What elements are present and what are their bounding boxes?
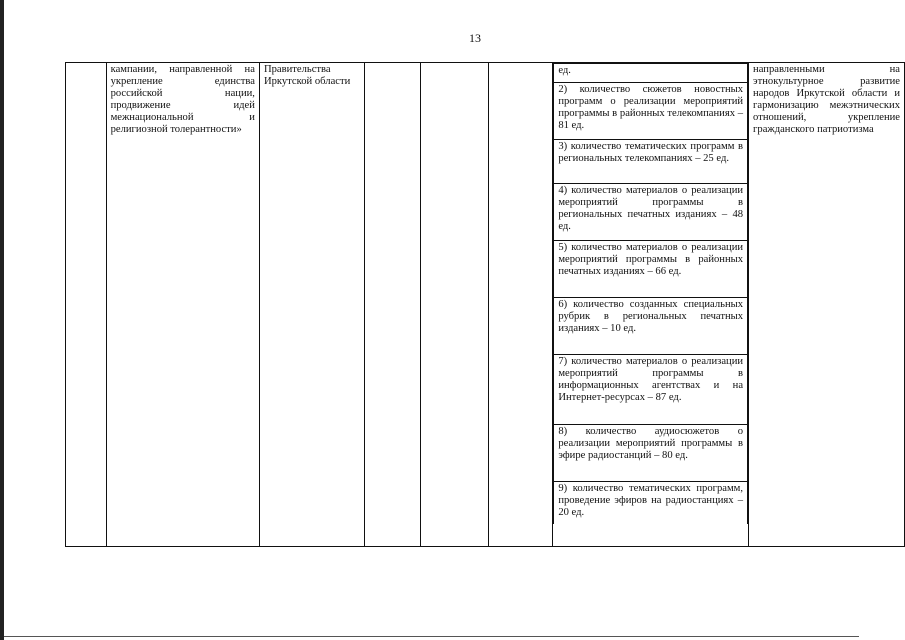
list-item: 8) количество аудиосюжетов о реализации мероприятий программы в эфире радиостанций – 80 ед. <box>554 425 748 482</box>
scan-left-edge <box>0 0 4 640</box>
list-item: ед. <box>554 64 748 83</box>
result-text: направленными на этнокультурное развитие народов Иркутской области и гармонизацию межэтнических отношений, укрепление гражданского патриотизма <box>753 64 900 135</box>
cell-result <box>749 63 905 547</box>
indicators-list <box>553 63 748 524</box>
cell-indicators <box>553 63 749 547</box>
list-item: 9) количество тематических программ, проведение эфиров на радиостанциях – 20 ед. <box>554 482 748 525</box>
cell-empty-2 <box>420 63 489 547</box>
cell-number <box>66 63 107 547</box>
table-row <box>66 63 905 547</box>
list-item: 4) количество материалов о реализации мероприятий программы в региональных печатных изданиях – 48 ед. <box>554 184 748 241</box>
list-item: 3) количество тематических программ в региональных телекомпаниях – 25 ед. <box>554 140 748 184</box>
event-text: кампании, направленной на укрепление единства российской нации, продвижение идей межнациональной и религиозной толерантности» <box>110 64 255 135</box>
cell-executor <box>259 63 364 547</box>
executor-text: Правительства Иркутской области <box>263 64 351 87</box>
cell-empty-1 <box>364 63 420 547</box>
list-item: 7) количество материалов о реализации мероприятий программы в информационных агентствах и на Интернет-ресурсах – 87 ед. <box>554 355 748 425</box>
page-number: 13 <box>469 31 481 45</box>
scan-bottom-edge <box>4 636 859 637</box>
cell-event <box>106 63 259 547</box>
program-table <box>65 62 905 547</box>
cell-empty-3 <box>489 63 553 547</box>
list-item: 5) количество материалов о реализации мероприятий программы в районных печатных изданиях – 66 ед. <box>554 241 748 298</box>
list-item: 2) количество сюжетов новостных программ о реализации мероприятий программы в районных телекомпаниях – 81 ед. <box>554 83 748 140</box>
list-item: 6) количество созданных специальных рубрик в региональных печатных изданиях – 10 ед. <box>554 298 748 355</box>
